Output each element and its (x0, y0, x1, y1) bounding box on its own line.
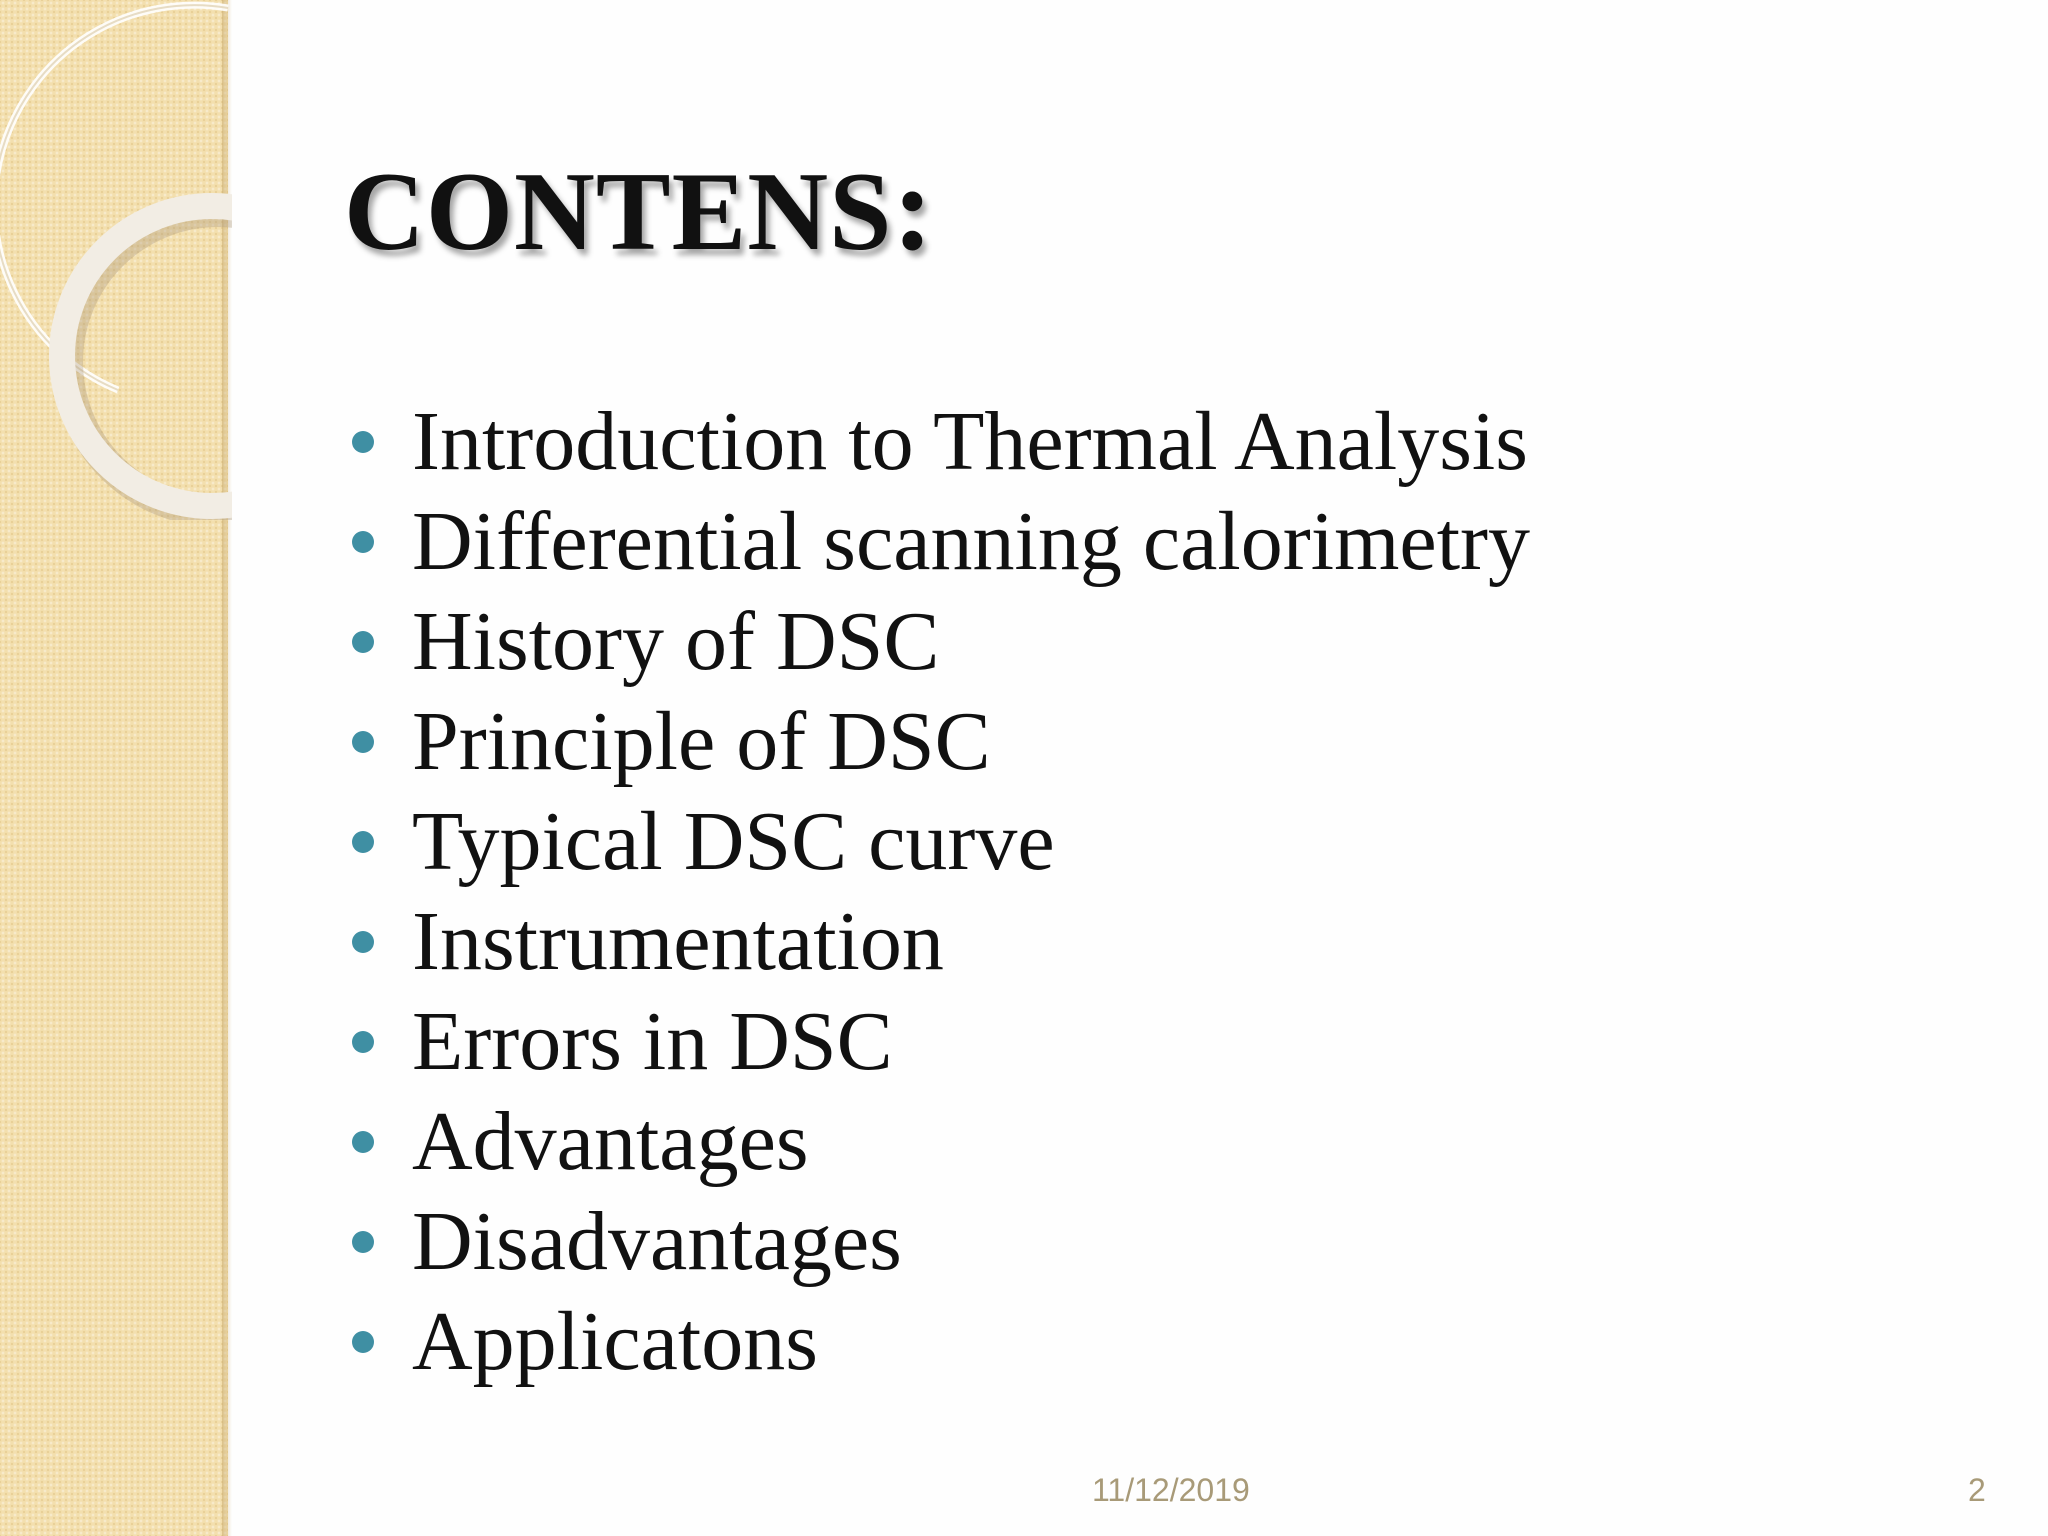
list-item-text: Principle of DSC (412, 695, 991, 788)
list-item (352, 1092, 1530, 1192)
list-item-text: Differential scanning calorimetry (412, 495, 1531, 588)
list-item (352, 692, 1530, 792)
list-item (352, 492, 1530, 592)
list-item-text: Errors in DSC (412, 995, 893, 1088)
slide-title (344, 141, 935, 276)
decorative-rings (0, 0, 300, 520)
bullet-dot-icon (352, 1331, 374, 1353)
bullet-dot-icon (352, 1031, 374, 1053)
bullet-dot-icon (352, 1131, 374, 1153)
list-item (352, 1292, 1530, 1392)
bullet-dot-icon (352, 1231, 374, 1253)
bullet-dot-icon (352, 631, 374, 653)
list-item (352, 592, 1530, 692)
list-item-text: Disadvantages (412, 1195, 902, 1288)
list-item-text: History of DSC (412, 595, 940, 688)
footer-date: 11/12/2019 (1092, 1472, 1250, 1508)
contents-list (352, 392, 1530, 1392)
list-item-text: Introduction to Thermal Analysis (412, 395, 1528, 488)
slide-number: 2 (1968, 1472, 1986, 1508)
list-item (352, 992, 1530, 1092)
list-item (352, 392, 1530, 492)
slide-title-colon: : (892, 141, 935, 276)
bullet-dot-icon (352, 931, 374, 953)
list-item-text: Advantages (412, 1095, 809, 1188)
list-item (352, 1192, 1530, 1292)
bullet-dot-icon (352, 731, 374, 753)
list-item (352, 792, 1530, 892)
list-item-text: Instrumentation (412, 895, 944, 988)
bullet-dot-icon (352, 531, 374, 553)
slide-title-text: CONTENS (344, 150, 893, 274)
list-item-text: Applicatons (412, 1295, 818, 1388)
list-item (352, 892, 1530, 992)
decor-mask (232, 0, 300, 520)
bullet-dot-icon (352, 431, 374, 453)
list-item-text: Typical DSC curve (412, 795, 1055, 888)
bullet-dot-icon (352, 831, 374, 853)
